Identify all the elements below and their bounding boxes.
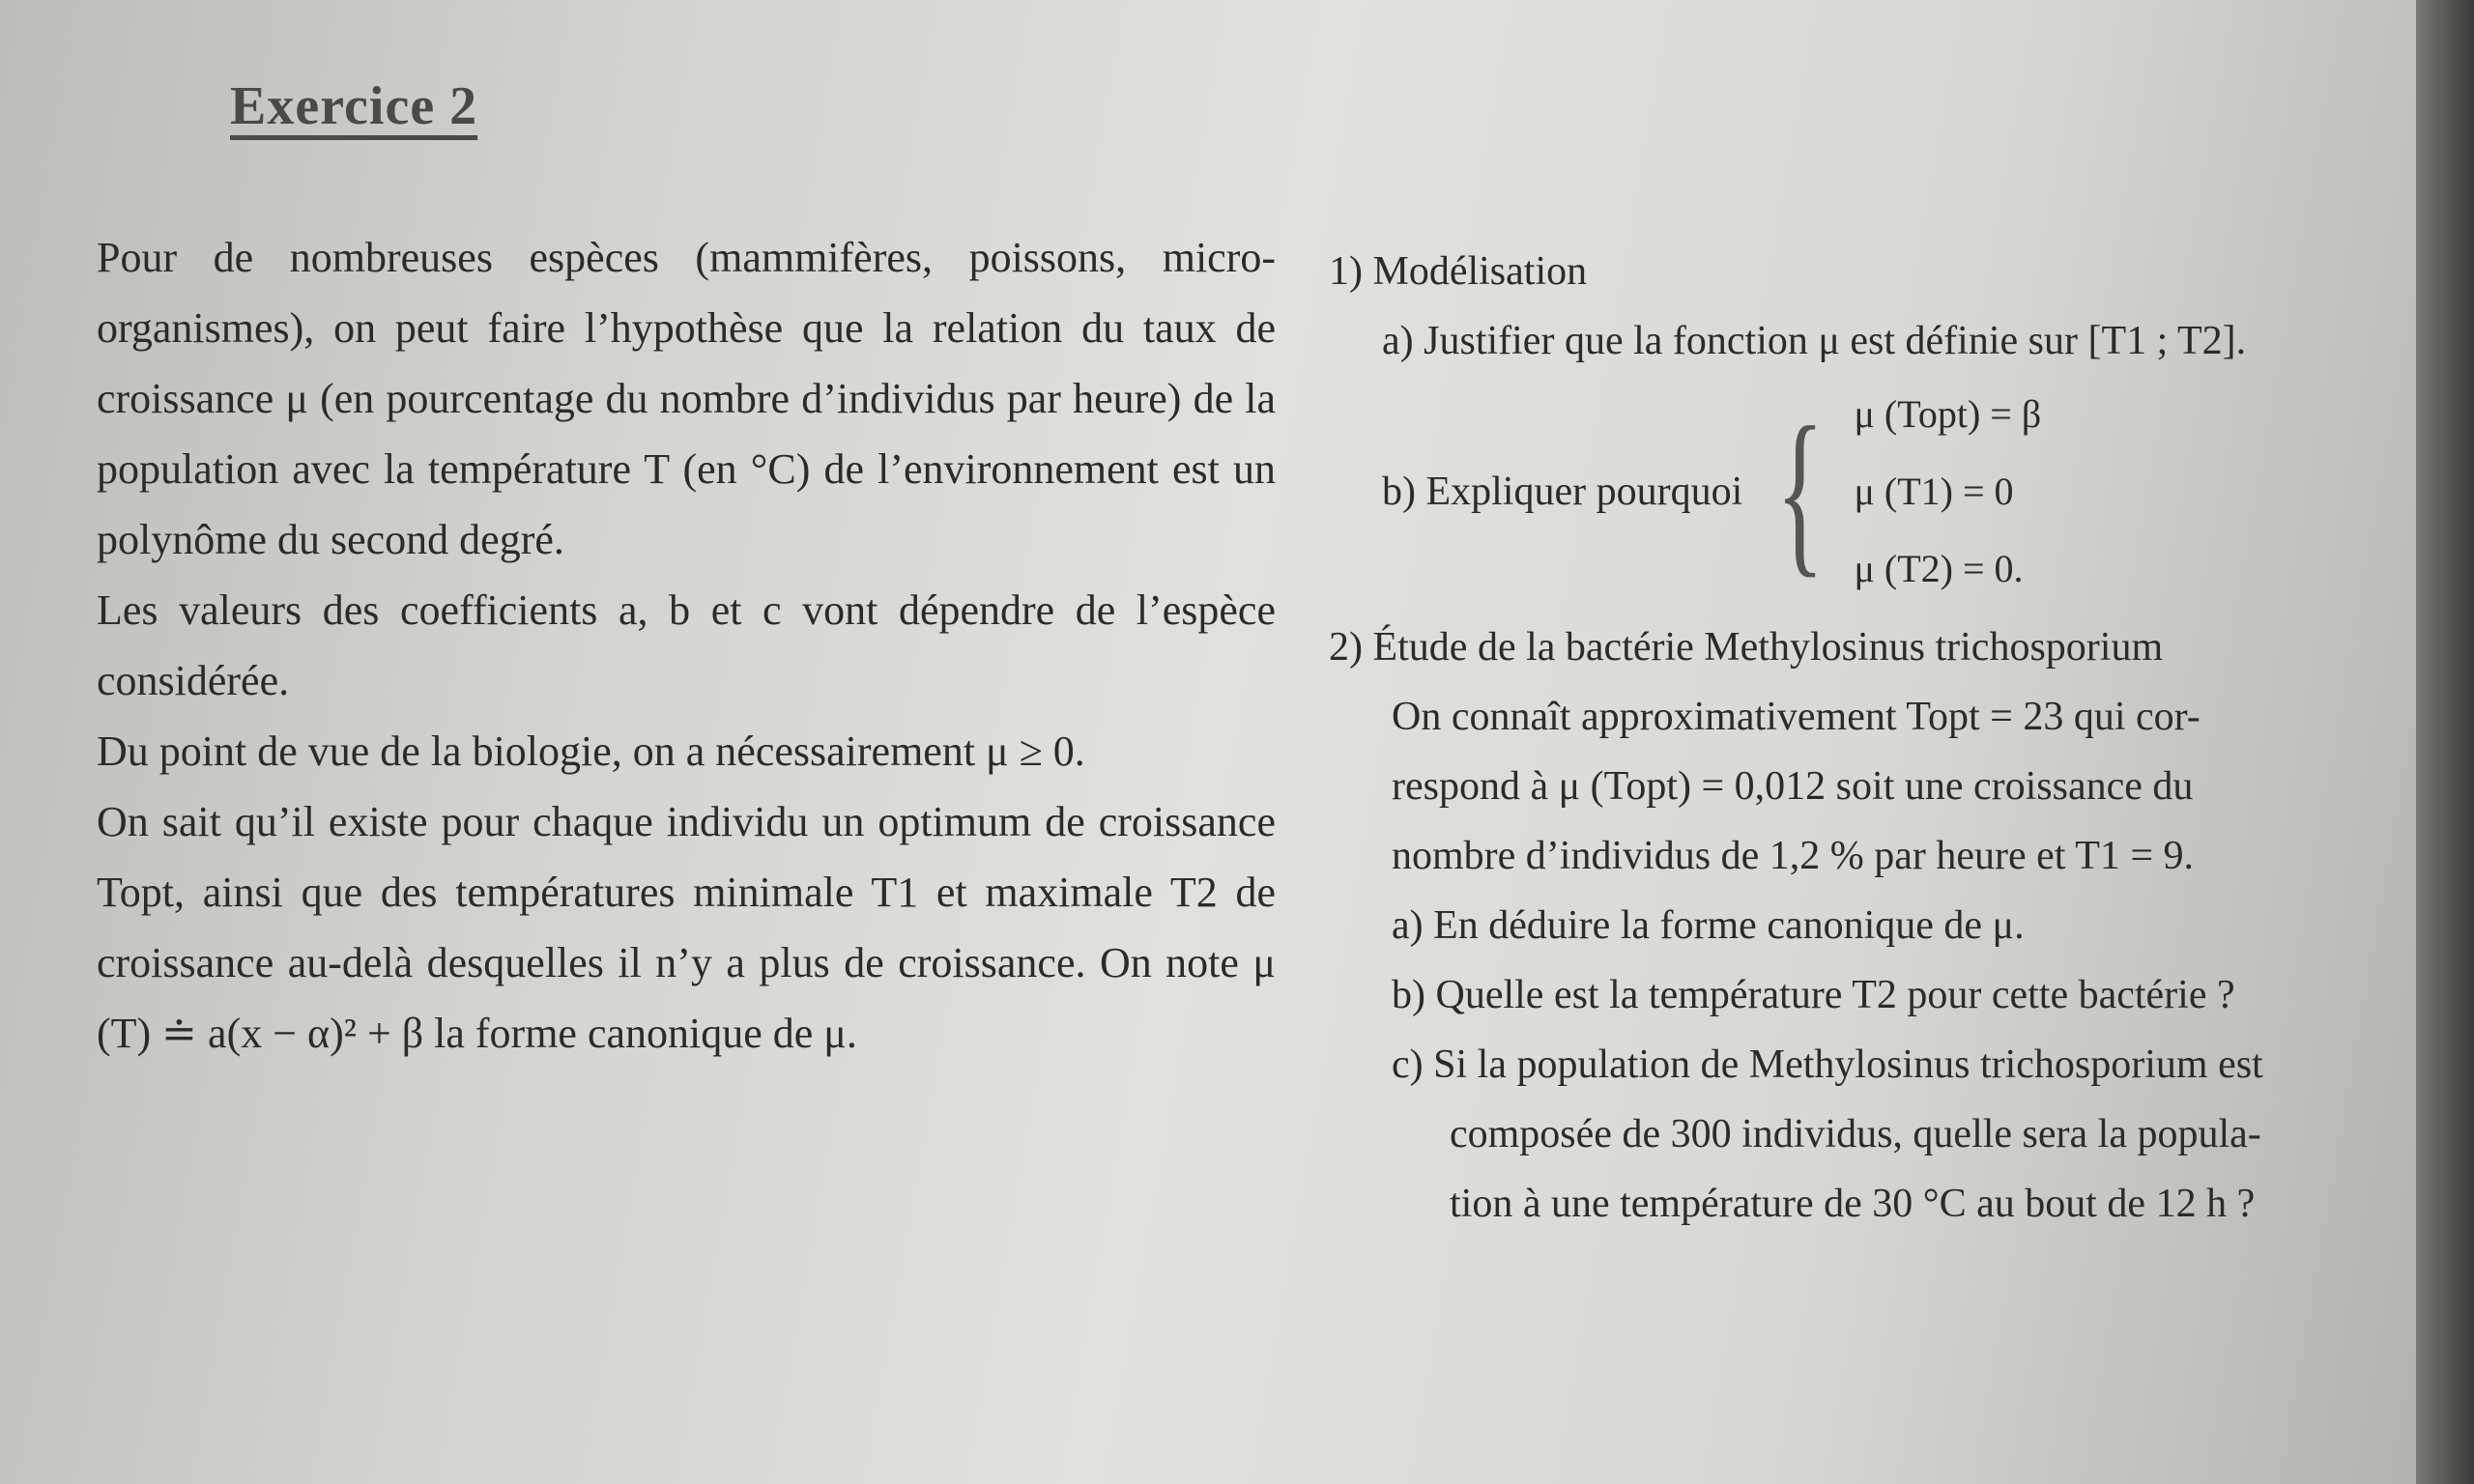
intro-paragraph: Pour de nombreuses espèces (mammifères, poissons, micro-organismes), on peut faire l’hypothèse que la relation du taux de croissance μ (en pourcentage du nombre d’individus par heure) de la population avec la température T (en °C) de l’environnement est un polynôme du second degré. — [97, 234, 1276, 563]
question-1a: a) Justifier que la fonction μ est définie sur [T1 ; T2]. — [1382, 319, 2247, 363]
equation-system — [1854, 376, 2041, 608]
optimum-paragraph: On sait qu’il existe pour chaque individu un optimum de croissance Topt, ainsi que des températures minimale T1 et maximale T2 de croissance au-delà desquelles il n’y a plus de croissance. On note μ (T) ≐ a(x − α)² + β la forme canonique de μ. — [97, 798, 1276, 1057]
question-1b — [1329, 371, 2431, 613]
section-2-title: 2) Étude de la bactérie Methylosinus trichosporium — [1329, 625, 2164, 670]
equation-line: μ (Topt) = β — [1854, 392, 2042, 436]
section-2-intro-line: On connaît approximativement Topt = 23 qui cor- — [1392, 695, 2201, 739]
section-2-intro-line: nombre d’individus de 1,2 % par heure et T1 = 9. — [1392, 834, 2195, 878]
biology-paragraph: Du point de vue de la biologie, on a nécessairement μ ≥ 0. — [97, 728, 1085, 775]
question-2b: b) Quelle est la température T2 pour cette bactérie ? — [1392, 973, 2235, 1017]
question-2c-line: composée de 300 individus, quelle sera la popula- — [1450, 1112, 2261, 1156]
question-2c-line: tion à une température de 30 °C au bout de 12 h ? — [1450, 1182, 2256, 1226]
coefficients-paragraph: Les valeurs des coefficients a, b et c vont dépendre de l’espèce considérée. — [97, 586, 1276, 704]
equation-line: μ (T1) = 0 — [1854, 470, 2014, 513]
exercise-title: Exercice 2 — [230, 76, 478, 136]
question-2a: a) En déduire la forme canonique de μ. — [1392, 903, 2025, 948]
section-1-title: 1) Modélisation — [1329, 249, 1588, 294]
question-2c-line: c) Si la population de Methylosinus trichosporium est — [1392, 1042, 2263, 1087]
equation-line: μ (T2) = 0. — [1854, 547, 2024, 590]
right-column — [1329, 237, 2431, 1239]
left-column — [97, 222, 1276, 1069]
curly-brace: { — [1775, 390, 1825, 593]
question-1b-label: b) Expliquer pourquoi — [1382, 470, 1743, 514]
section-2-intro-line: respond à μ (Topt) = 0,012 soit une croissance du — [1392, 764, 2194, 809]
